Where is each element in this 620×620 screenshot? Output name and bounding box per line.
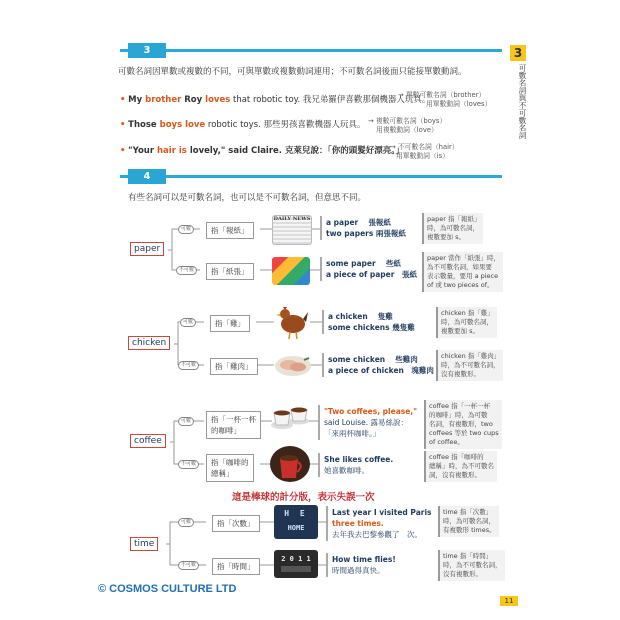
uncountable-tag: 不可數 (178, 460, 199, 469)
meaning-chicken-meat: 指「雞肉」 (210, 358, 258, 375)
example-times: Last year I visited Paris three times. 去年我去巴黎參觀了 次。 (326, 506, 436, 541)
example-newspaper: a paper 張報紙 two papers 兩張報紙 (320, 216, 410, 240)
example-chicken-animal: a chicken 隻雞 some chickens 幾隻雞 (322, 310, 419, 334)
copyright: © COSMOS CULTURE LTD (98, 583, 237, 595)
countable-tag: 可數 (180, 318, 196, 327)
section-3-intro: 可數名詞因單數或複數的不同，可與單數或複數動詞連用；不可數名詞後面只能接單數動詞。 (118, 67, 467, 77)
meat-plate-icon (274, 352, 312, 378)
example-chicken-meat: some chicken 些雞肉 a piece of chicken 塊雞肉 (322, 353, 438, 377)
two-coffee-cups-image (270, 401, 310, 433)
bullet-icon: • (120, 95, 126, 105)
bullet-icon: • (120, 120, 126, 130)
note-coffee-countable: coffee 指「一杯一杯 的咖啡」時，為可數 名詞，有複數形，two coffees 等於 two cups of coffee。 (424, 400, 502, 449)
note-chicken-uncountable: chicken 指「雞肉」 時，為不可數名詞， 沒有複數形。 (436, 350, 503, 381)
note-paper-uncountable: paper 當作「紙張」時， 為不可數名詞，如果要 表示數量，要用 a piece of 或 two pieces of。 (422, 252, 503, 292)
colored-paper-image (272, 257, 310, 285)
date-strip (281, 566, 311, 572)
meaning-newspaper: 指「報紙」 (206, 222, 254, 239)
note-time-countable: time 指「次數」 時，為可數名詞， 有複數形 times。 (438, 506, 499, 537)
newspaper-image: DAILY NEWS (272, 215, 312, 245)
countable-tag: 可數 (178, 225, 194, 234)
countable-tag: 可數 (178, 417, 194, 426)
scoreboard-caption: 這是棒球的計分版，表示失誤一次 (232, 492, 375, 503)
page-number: 11 (500, 596, 518, 606)
noun-time: time (130, 537, 158, 551)
chicken-meat-image (274, 352, 312, 378)
example-2: • Those boys love robotic toys. 那些男孩喜歡機器人玩具。 (120, 120, 366, 130)
meaning-chicken-animal: 指「雞」 (210, 315, 250, 332)
section-3-tab: 3 (128, 43, 166, 58)
uncountable-tag: 不可數 (176, 266, 197, 275)
example-sheet-paper: some paper 些紙 a piece of paper 張紙 (320, 257, 421, 281)
noun-coffee: coffee (130, 434, 166, 448)
example-3: • "Your hair is lovely," said Claire. 克萊兒說：「你的頭髮好漂亮。」 (120, 146, 404, 156)
note-time-uncountable: time 指「時間」 時，為不可數名詞， 沒有複數形。 (438, 550, 505, 581)
chapter-title: 可數名詞與不可數名詞 (518, 64, 527, 139)
chapter-number: 3 (510, 45, 526, 61)
example-2-note: → 複數可數名詞（boys） 用複數動詞（love） (368, 117, 447, 134)
meaning-times: 指「次數」 (212, 515, 260, 532)
coffee-cups-icon (270, 401, 310, 433)
example-1: • My brother Roy loves that robotic toy. 我兄弟羅伊喜歡那個機器人玩具。 (120, 95, 431, 105)
meaning-sheet-paper: 指「紙張」 (206, 263, 254, 280)
meaning-cups-of-coffee: 指「一杯一杯 的咖啡」 (206, 411, 261, 439)
meaning-coffee-general: 指「咖啡的 總稱」 (206, 454, 254, 482)
bullet-icon: • (120, 146, 126, 156)
noun-chicken: chicken (128, 336, 170, 350)
coffee-mug-icon (270, 446, 310, 482)
section-4-intro: 有些名詞可以是可數名詞，也可以是不可數名詞，但意思不同。 (128, 193, 367, 203)
example-coffee-general: She likes coffee. 她喜歡咖啡。 (318, 453, 397, 477)
example-time: How time flies! 時間過得真快。 (326, 553, 400, 577)
example-1-note: → 單數可數名詞（brother） 用單數動詞（loves） (398, 91, 492, 108)
noun-paper: paper (130, 242, 164, 256)
calendar-clock-image: 2 0 1 1 (274, 550, 318, 578)
scoreboard-image: H E HOME (274, 505, 318, 539)
chicken-icon (276, 302, 308, 340)
coffee-mug-image (270, 446, 310, 482)
uncountable-tag: 不可數 (178, 361, 199, 370)
note-coffee-uncountable: coffee 指「咖啡的 總稱」時，為不可數名 詞，沒有複數形。 (424, 451, 497, 482)
note-paper-countable: paper 指「報紙」 時，為可數名詞， 複數要加 s。 (422, 213, 483, 244)
example-3-note: → 不可數名詞（hair） 用單數動詞（is） (390, 143, 459, 160)
uncountable-tag: 不可數 (178, 561, 199, 570)
meaning-time: 指「時間」 (212, 558, 260, 575)
example-cups-of-coffee: "Two coffees, please," said Louise. 露易絲說： 「來兩杯咖啡。」 (318, 405, 421, 440)
note-chicken-countable: chicken 指「雞」 時，為可數名詞， 複數要加 s。 (436, 307, 497, 338)
countable-tag: 可數 (178, 518, 194, 527)
chicken-image (276, 302, 308, 340)
section-4-tab: 4 (128, 169, 166, 184)
